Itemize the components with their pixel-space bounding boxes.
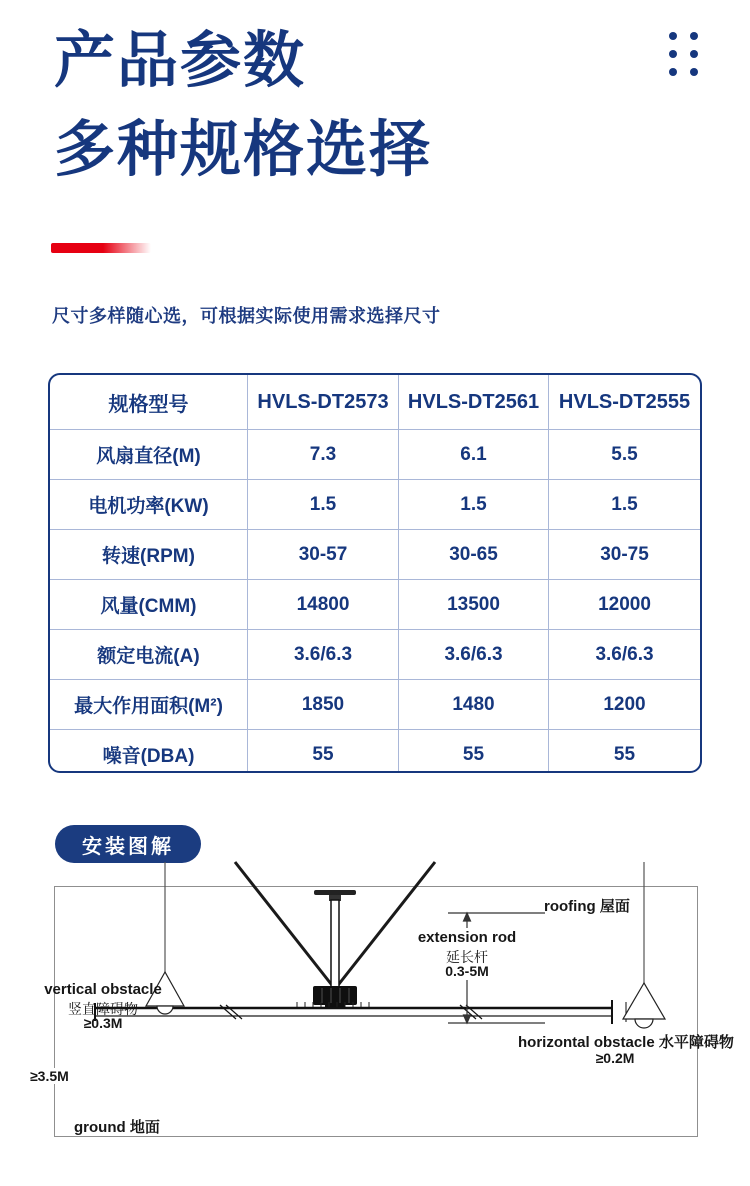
support-cable-left-icon [235, 862, 335, 989]
fan-extension-rod [331, 900, 339, 988]
spec-cell: 14800 [248, 580, 399, 630]
extension-rod-label-cn: 延长杆 [446, 949, 488, 965]
spec-row-label: 噪音(DBA) [50, 730, 248, 773]
ground-label: ground 地面 [74, 1119, 160, 1136]
spec-cell: 12000 [549, 580, 700, 630]
spec-row-label: 风扇直径(M) [50, 430, 248, 480]
spec-row-label: 额定电流(A) [50, 630, 248, 680]
spec-cell: 3.6/6.3 [248, 630, 399, 680]
spec-cell: 3.6/6.3 [549, 630, 700, 680]
spec-cell: 55 [613, 743, 636, 765]
mounting-height-label: ≥3.5M [30, 1068, 69, 1084]
vertical-obstacle-label-en: vertical obstacle [44, 981, 162, 998]
spec-cell: 30-57 [248, 530, 399, 580]
roofing-label: roofing 屋面 [544, 898, 630, 915]
spec-cell: 55 [248, 730, 399, 773]
spec-row-label: 最大作用面积(M²) [50, 680, 248, 730]
intro-text: 尺寸多样随心选，可根据实际使用需求选择尺寸 [52, 306, 441, 326]
spec-row-label: 转速(RPM) [50, 530, 248, 580]
spec-cell: 1850 [248, 680, 399, 730]
spec-cell: 1200 [549, 680, 700, 730]
vertical-obstacle-min-label: ≥0.3M [83, 1015, 123, 1031]
install-diagram-button[interactable]: 安装图解 [55, 825, 201, 863]
red-accent-divider [51, 243, 151, 253]
table-row [50, 480, 700, 530]
ceiling-mount-icon [314, 890, 356, 895]
spec-cell: 30-75 [549, 530, 700, 580]
spec-cell: 1.5 [248, 480, 399, 530]
extension-rod-label-en: extension rod [417, 929, 517, 946]
horizontal-obstacle-min-label: ≥0.2M [595, 1050, 635, 1066]
spec-cell: 13500 [399, 580, 549, 630]
spec-row-label: 风量(CMM) [50, 580, 248, 630]
spec-table [48, 373, 702, 773]
table-row [50, 580, 700, 630]
spec-cell: 5.5 [549, 430, 700, 480]
spec-col-header: HVLS-DT2555 [549, 375, 700, 430]
fan-motor-icon [313, 986, 357, 1005]
spec-cell: 3.6/6.3 [399, 630, 549, 680]
spec-row-label: 电机功率(KW) [50, 480, 248, 530]
table-row [50, 630, 700, 680]
spec-cell: 30-65 [399, 530, 549, 580]
spec-cell: 55 [399, 730, 549, 773]
horizontal-obstacle-icon [623, 983, 665, 1028]
table-row [50, 730, 700, 773]
installation-diagram [0, 850, 750, 1150]
spec-cell: 7.3 [248, 430, 399, 480]
spec-cell: 1.5 [399, 480, 549, 530]
extension-rod-range-label: 0.3-5M [445, 963, 489, 979]
table-row [50, 680, 700, 730]
page-title [54, 16, 432, 194]
spec-cell: 1.5 [549, 480, 700, 530]
spec-col-header: HVLS-DT2573 [248, 375, 399, 430]
dots-grid-icon[interactable] [669, 32, 698, 76]
table-row [50, 430, 700, 480]
spec-col-header: 规格型号 [50, 375, 248, 430]
spec-col-header: HVLS-DT2561 [399, 375, 549, 430]
table-row [50, 530, 700, 580]
page-title-line1: 产品参数 [54, 26, 307, 94]
spec-cell: 6.1 [399, 430, 549, 480]
horizontal-obstacle-label: horizontal obstacle 水平障碍物 [518, 1034, 734, 1051]
spec-cell: 1480 [399, 680, 549, 730]
spec-header-row [50, 375, 700, 430]
vertical-obstacle-label-cn: 竖直障碍物 [68, 1001, 138, 1017]
page-title-line2: 多种规格选择 [54, 115, 433, 183]
